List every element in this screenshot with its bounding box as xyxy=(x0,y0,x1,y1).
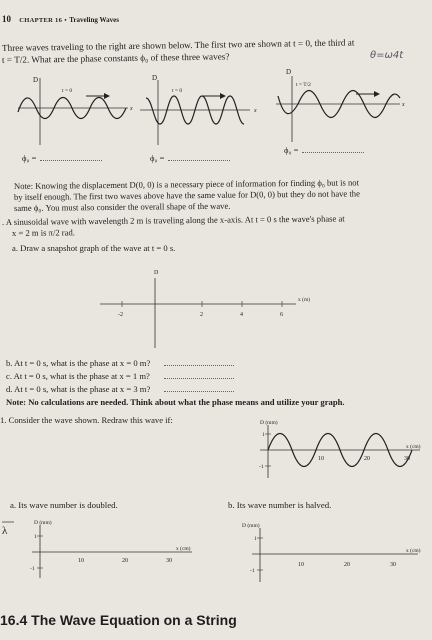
graph-3-time-label: t = T/2 xyxy=(296,82,311,88)
question-2-part-c: c. At t = 0 s, what is the phase at x = 1 m? xyxy=(6,370,234,382)
q3-graph-ytick-1: 1 xyxy=(262,432,265,438)
q3-graph-ytick-neg1: -1 xyxy=(259,464,264,470)
question-2-line-2: x = 2 m is π/2 rad. xyxy=(11,227,75,238)
question-2-part-a: a. Draw a snapshot graph of the wave at t = 0 s. xyxy=(12,243,176,253)
graph-b-xtick-20: 20 xyxy=(344,562,350,568)
note-1-line-3: same ϕ₀. You must also consider the overall shape of the wave. xyxy=(13,200,231,213)
question-2-part-d: d. At t = 0 s, what is the phase at x = 3 m? xyxy=(6,383,234,395)
q3-graph-y-label: D (mm) xyxy=(260,420,278,426)
q3-graph-xtick-20: 20 xyxy=(364,456,370,462)
phi-answer-1: ϕ₀ = xyxy=(22,152,102,164)
section-heading: 16.4 The Wave Equation on a String xyxy=(0,612,237,628)
question-2-note: Note: No calculations are needed. Think about what the phase means and utilize your graph. xyxy=(6,397,345,407)
graph-1-x-label: x xyxy=(130,106,133,112)
graph-1-axis-label: D xyxy=(33,76,39,84)
phi-answer-2: ϕ₀ = xyxy=(150,152,230,164)
question-2-part-b: b. At t = 0 s, what is the phase at x = 0 m? xyxy=(6,357,234,369)
q2-graph-y-label: D xyxy=(154,270,159,276)
q2-tick-2: 2 xyxy=(200,312,203,318)
q3-graph-xtick-30: 30 xyxy=(404,456,410,462)
chapter-title: Traveling Waves xyxy=(69,16,119,24)
graph-1-time-label: t = 0 xyxy=(62,88,73,94)
q3-graph-x-label: x (cm) xyxy=(406,444,421,450)
handwritten-note: θ=ω4t xyxy=(370,50,404,61)
graph-b-ytick-1: 1 xyxy=(254,536,257,542)
phi-answer-3: ϕ₀ = xyxy=(284,144,364,156)
graph-b-x-label: x (cm) xyxy=(406,548,421,554)
graph-3-axis-label: D xyxy=(286,68,292,76)
note-1-line-2: by itself enough. The first two waves above have the same value for D(0, 0) but they do not have the xyxy=(13,188,360,202)
graph-b-ytick-neg1: -1 xyxy=(250,568,255,574)
question-1-line-1: Three waves traveling to the right are shown below. The first two are shown at t = 0, the third at xyxy=(1,37,355,53)
graph-a-ytick-1: 1 xyxy=(34,534,37,540)
margin-lambda: λ xyxy=(2,525,8,537)
q3-graph-xtick-10: 10 xyxy=(318,456,324,462)
graph-2-x-label: x xyxy=(254,108,257,114)
graph-b-xtick-30: 30 xyxy=(390,562,396,568)
q2-tick-4: 4 xyxy=(240,312,243,318)
graph-b-y-label: D (mm) xyxy=(242,523,260,529)
graph-2-time-label: t = 0 xyxy=(172,88,183,94)
question-2-line-1: . A sinusoidal wave with wavelength 2 m is traveling along the x-axis. At t = 0 s the wave's phase at xyxy=(1,213,345,227)
question-3-part-a: a. Its wave number is doubled. xyxy=(10,500,118,510)
q2-graph-x-label: x (m) xyxy=(298,297,311,303)
graph-a-xtick-20: 20 xyxy=(122,558,128,564)
graph-a-ytick-neg1: -1 xyxy=(30,566,35,572)
graph-a-y-label: D (mm) xyxy=(34,520,52,526)
question-3-prompt: 1. Consider the wave shown. Redraw this wave if: xyxy=(0,415,173,425)
answer-graph-a xyxy=(30,519,192,578)
answer-graph-b xyxy=(242,522,421,582)
header-bullet: • xyxy=(64,17,67,24)
page-number: 10 xyxy=(2,14,11,24)
question-1-line-2: t = T/2. What are the phase constants ϕ₀ of these three waves? xyxy=(1,51,230,65)
graph-b-xtick-10: 10 xyxy=(298,562,304,568)
note-1-line-1: Note: Knowing the displacement D(0, 0) is a necessary piece of information for finding ϕ₀ but is not xyxy=(13,177,360,191)
chapter-label: CHAPTER 16 xyxy=(19,17,63,24)
graph-3-x-label: x xyxy=(402,102,405,108)
graph-2-axis-label: D xyxy=(152,74,158,82)
graph-a-x-label: x (cm) xyxy=(176,546,191,552)
q2-tick-6: 6 xyxy=(280,312,283,318)
graph-a-xtick-30: 30 xyxy=(166,558,172,564)
graph-a-xtick-10: 10 xyxy=(78,558,84,564)
question-3-part-b: b. Its wave number is halved. xyxy=(228,500,332,510)
q2-tick-neg2: -2 xyxy=(118,312,123,318)
